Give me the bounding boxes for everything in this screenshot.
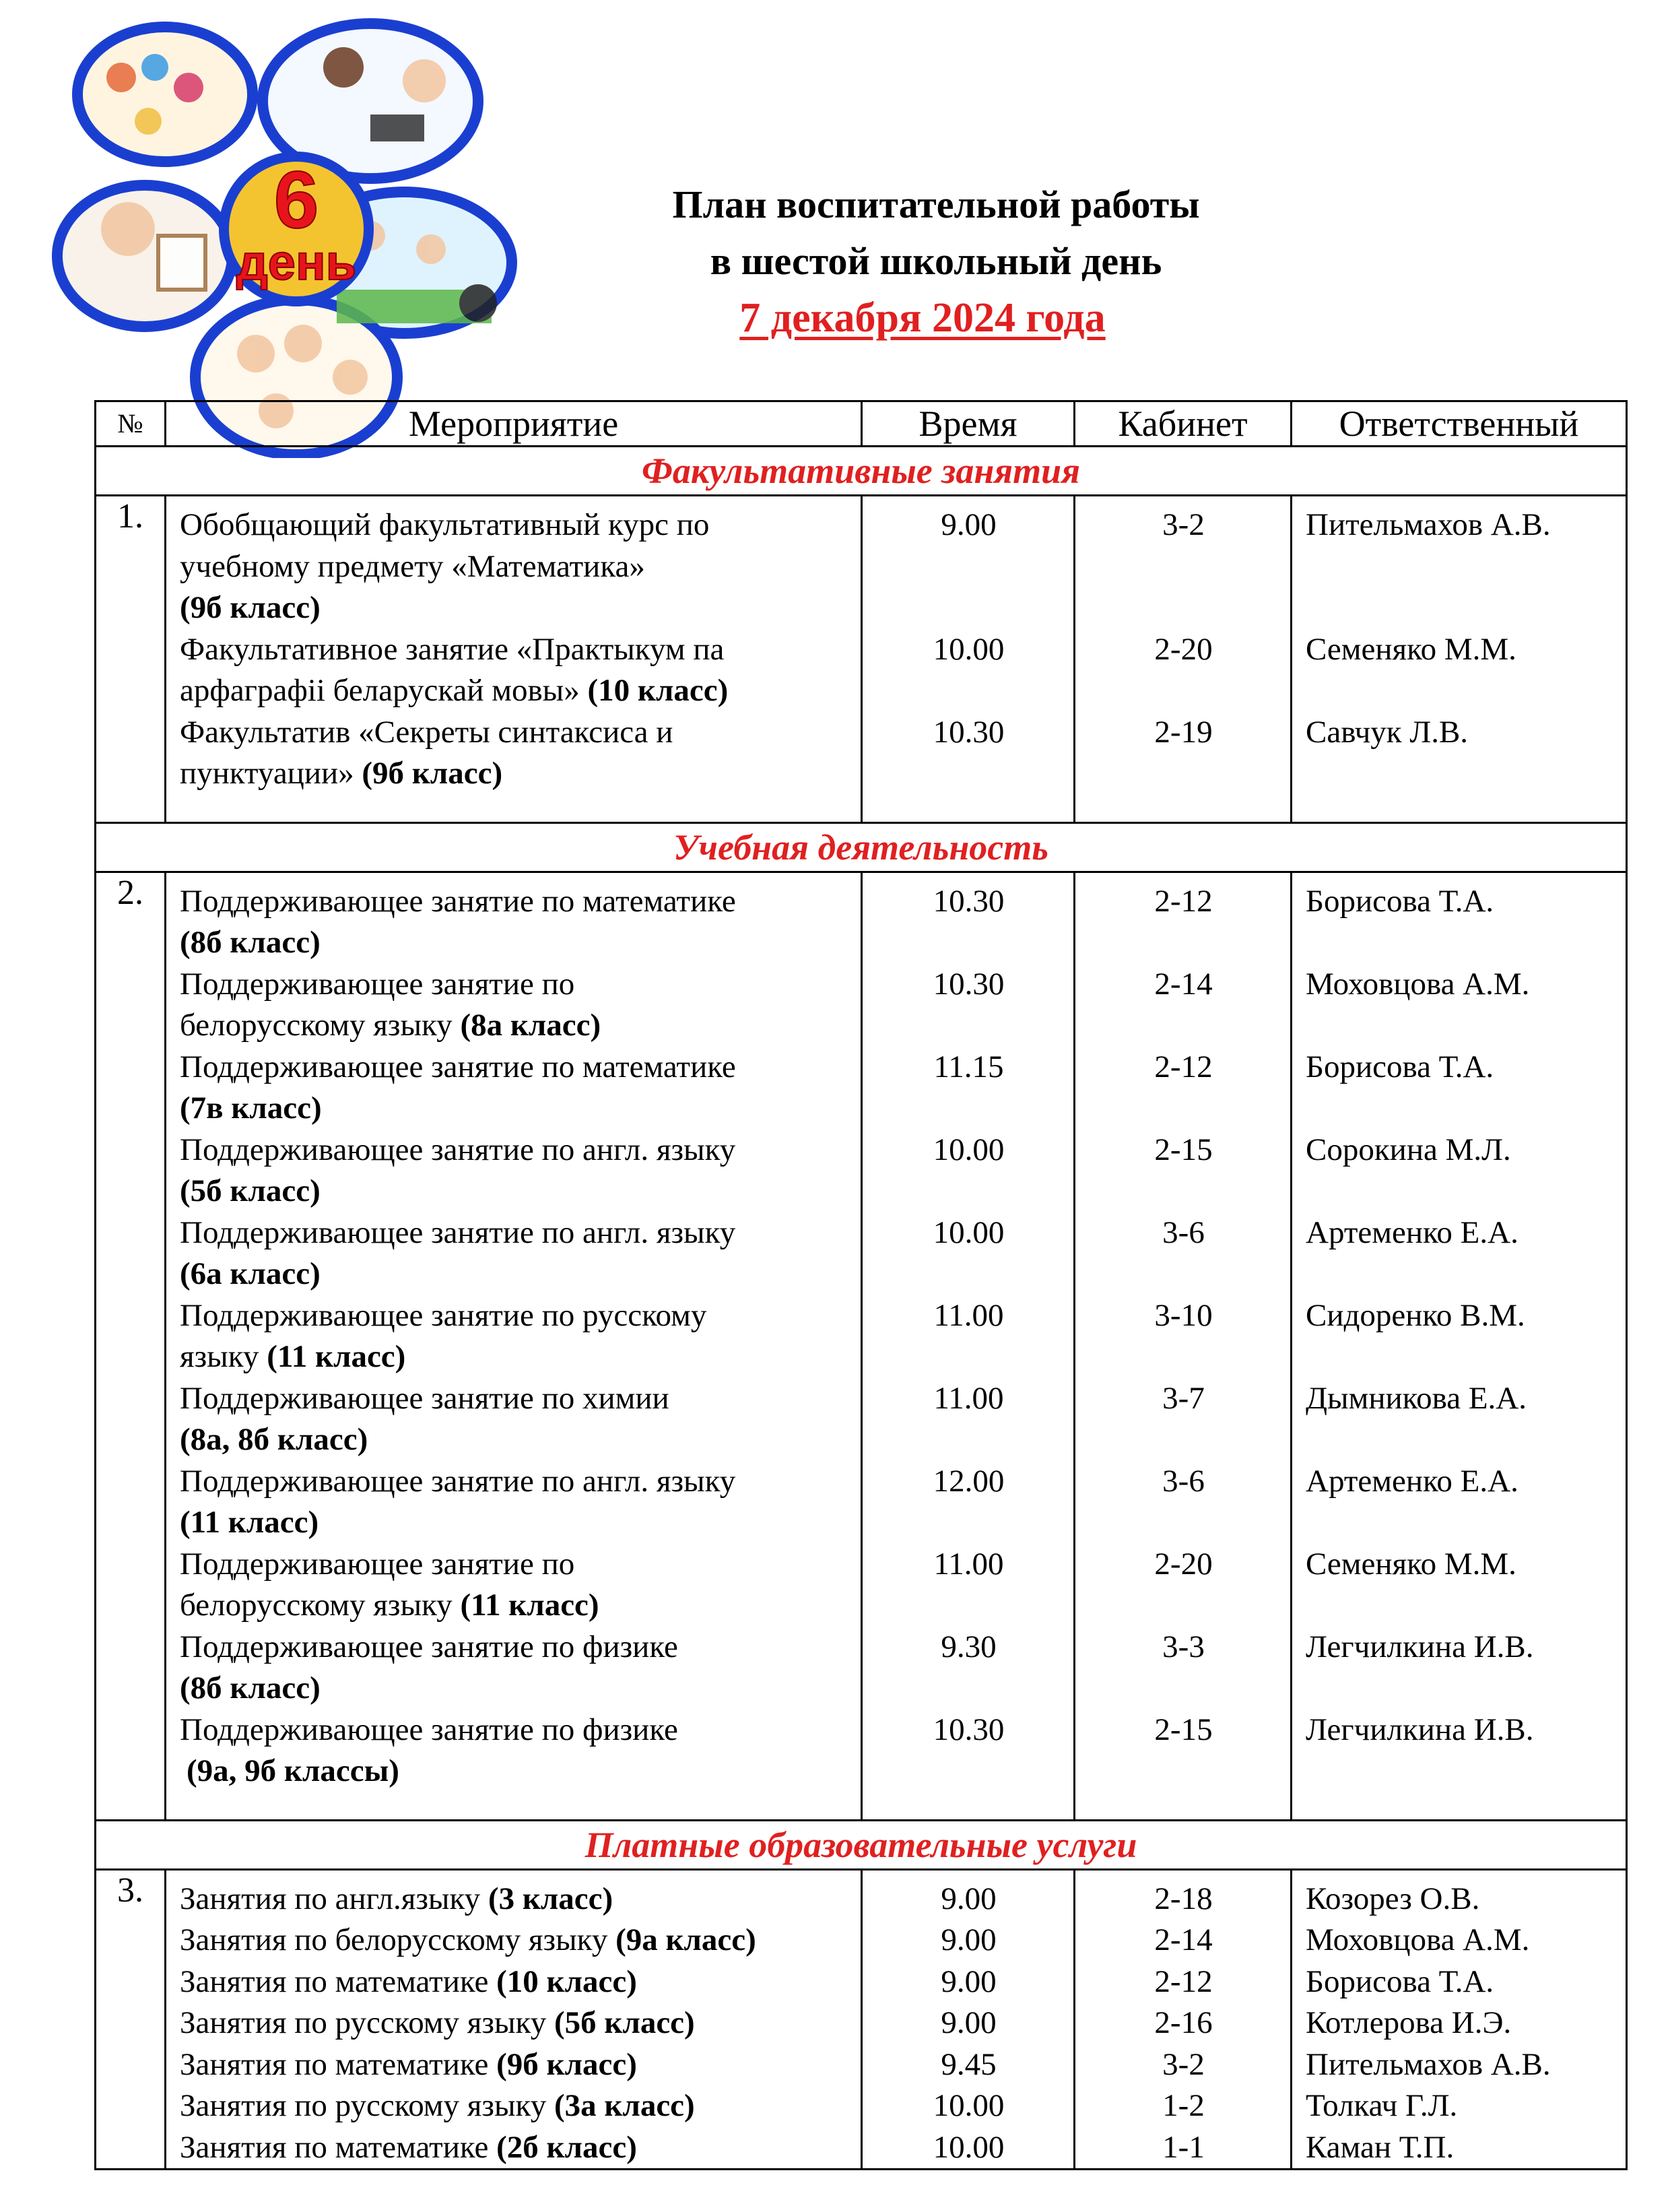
time-value: 11.00 — [933, 1297, 1004, 1333]
header-room: Кабинет — [1075, 401, 1292, 447]
event-class: (11 класс) — [460, 1588, 599, 1623]
event-line — [180, 1879, 848, 1920]
responsible-value: Толкач Г.Л. — [1306, 2088, 1458, 2123]
event-line: Поддерживающее занятие по математике — [180, 1049, 736, 1084]
event-line: Поддерживающее занятие по русскому — [180, 1297, 707, 1333]
event-class: (9а класс) — [615, 1922, 756, 1957]
petal-folk-dance — [77, 27, 253, 162]
event-class: (8а класс) — [460, 1008, 601, 1043]
event-item — [180, 712, 848, 795]
event-item — [180, 1130, 848, 1212]
time-value: 10.00 — [933, 631, 1005, 667]
section-number: 1. — [96, 496, 166, 823]
event-item — [180, 1295, 848, 1378]
event-line: Факультатив «Секреты синтаксиса и — [180, 714, 673, 750]
event-item — [180, 1212, 848, 1295]
room-value: 2-16 — [1154, 2005, 1213, 2040]
event-item — [180, 1544, 848, 1627]
event-class: (9б класс) — [496, 2046, 637, 2082]
responsible-value: Семеняко М.М. — [1306, 631, 1516, 667]
time-value: 10.00 — [933, 1214, 1005, 1250]
event-line: Поддерживающее занятие по — [180, 966, 575, 1002]
event-item — [180, 1378, 848, 1461]
event-class: (5б класс) — [180, 1173, 321, 1208]
room-value: 2-15 — [1154, 1132, 1213, 1167]
event-item — [180, 1461, 848, 1544]
event-class: (8б класс) — [180, 1670, 321, 1705]
room-value: 2-14 — [1154, 1922, 1213, 1957]
section-title: Платные образовательные услуги — [96, 1820, 1627, 1869]
room-value: 2-20 — [1154, 1546, 1213, 1582]
event-class: (10 класс) — [496, 1963, 637, 1999]
event-item — [180, 505, 848, 629]
time-value: 10.30 — [933, 714, 1005, 750]
event-item — [180, 629, 848, 712]
room-value: 3-6 — [1162, 1214, 1205, 1250]
event-class: (9б класс) — [362, 756, 503, 791]
event-class: (9б класс) — [180, 590, 321, 625]
room-cell — [1075, 1869, 1292, 2170]
event-text: Занятия по математике — [180, 1963, 497, 1999]
event-class: (11 класс) — [267, 1339, 406, 1374]
event-class: (11 класс) — [180, 1505, 319, 1540]
event-item — [180, 1961, 848, 2003]
responsible-value: Сидоренко В.М. — [1306, 1297, 1525, 1333]
responsible-value: Артеменко Е.А. — [1306, 1214, 1518, 1250]
event-line: Поддерживающее занятие по математике — [180, 883, 736, 919]
event-cell — [166, 496, 862, 823]
event-line — [180, 2044, 848, 2086]
event-cell — [166, 1869, 862, 2170]
room-value: 2-12 — [1154, 1963, 1213, 1999]
event-line: учебному предмету «Математика» — [180, 548, 645, 584]
responsible-value: Сорокина М.Л. — [1306, 1132, 1511, 1167]
room-value: 2-18 — [1154, 1881, 1213, 1916]
event-item — [180, 2044, 848, 2086]
plan-table — [94, 400, 1628, 2170]
event-text: Занятия по русскому языку — [180, 2088, 554, 2123]
event-line — [180, 1502, 848, 1544]
section-body-row — [96, 1869, 1627, 2170]
event-line: Поддерживающее занятие по физике — [180, 1712, 678, 1747]
event-item — [180, 1710, 848, 1792]
room-value: 3-6 — [1162, 1463, 1205, 1499]
time-value: 9.00 — [941, 1963, 997, 1999]
table-header-row — [96, 401, 1627, 447]
room-value: 1-1 — [1162, 2129, 1205, 2165]
event-line: Обобщающий факультативный курс по — [180, 507, 710, 542]
section-row — [96, 447, 1627, 496]
time-value: 9.00 — [941, 507, 997, 542]
event-line: Поддерживающее занятие по химии — [180, 1380, 669, 1416]
logo-number: 6 — [273, 155, 319, 245]
header-event: Мероприятие — [166, 401, 862, 447]
event-line: Поддерживающее занятие по — [180, 1546, 575, 1582]
time-value: 9.00 — [941, 1881, 997, 1916]
title-line-2: в шестой школьный день — [710, 239, 1162, 283]
responsible-value: Каман Т.П. — [1306, 2129, 1455, 2165]
event-class: (8б класс) — [180, 925, 321, 960]
event-text: Занятия по математике — [180, 2046, 497, 2082]
event-line — [180, 1419, 848, 1461]
event-line: белорусскому языку (11 класс) — [180, 1588, 599, 1623]
responsible-value: Пительмахов А.В. — [1306, 507, 1551, 542]
event-line — [180, 1920, 848, 1961]
logo-word: день — [236, 234, 357, 290]
event-class: (6а класс) — [180, 1256, 321, 1291]
event-line: пунктуации» (9б класс) — [180, 756, 503, 791]
section-row — [96, 1820, 1627, 1869]
room-value: 2-12 — [1154, 1049, 1213, 1084]
room-value: 3-3 — [1162, 1629, 1205, 1664]
event-item — [180, 1627, 848, 1710]
time-value: 10.30 — [933, 1712, 1005, 1747]
room-cell — [1075, 496, 1292, 823]
event-line: Поддерживающее занятие по англ. языку — [180, 1463, 736, 1499]
responsible-cell — [1292, 872, 1627, 1820]
event-class: (2б класс) — [496, 2129, 637, 2165]
event-line: арфаграфіі беларускай мовы» (10 класс) — [180, 673, 729, 708]
room-value: 2-14 — [1154, 966, 1213, 1002]
section-body-row — [96, 872, 1627, 1820]
event-line — [180, 2003, 848, 2044]
document-title — [485, 176, 1387, 347]
room-value: 3-7 — [1162, 1380, 1205, 1416]
title-date: 7 декабря 2024 года — [739, 295, 1106, 341]
event-item — [180, 964, 848, 1047]
responsible-value: Моховцова А.М. — [1306, 966, 1530, 1002]
event-item — [180, 1879, 848, 1920]
header-time: Время — [862, 401, 1075, 447]
responsible-value: Борисова Т.А. — [1306, 1049, 1494, 1084]
header-num: № — [96, 401, 166, 447]
room-value: 3-2 — [1162, 2046, 1205, 2082]
event-line — [180, 1668, 848, 1710]
event-cell — [166, 872, 862, 1820]
time-value: 10.30 — [933, 883, 1005, 919]
event-class: (3 класс) — [488, 1881, 613, 1916]
section-number: 3. — [96, 1869, 166, 2170]
time-value: 9.00 — [941, 1922, 997, 1957]
section-title: Учебная деятельность — [96, 822, 1627, 872]
event-line — [180, 1171, 848, 1212]
event-text: Занятия по белорусскому языку — [180, 1922, 616, 1957]
event-item — [180, 2127, 848, 2169]
event-line — [180, 1254, 848, 1295]
event-line: Поддерживающее занятие по физике — [180, 1629, 678, 1664]
responsible-value: Котлерова И.Э. — [1306, 2005, 1512, 2040]
responsible-value: Дымникова Е.А. — [1306, 1380, 1527, 1416]
event-item — [180, 1920, 848, 1961]
responsible-cell — [1292, 1869, 1627, 2170]
event-line — [180, 1961, 848, 2003]
responsible-value: Легчилкина И.В. — [1306, 1712, 1534, 1747]
responsible-value: Легчилкина И.В. — [1306, 1629, 1534, 1664]
room-value: 2-19 — [1154, 714, 1213, 750]
time-value: 10.00 — [933, 1132, 1005, 1167]
room-value: 3-10 — [1154, 1297, 1213, 1333]
room-value: 2-20 — [1154, 631, 1213, 667]
responsible-value: Козорез О.В. — [1306, 1881, 1480, 1916]
responsible-value: Семеняко М.М. — [1306, 1546, 1516, 1582]
time-cell — [862, 1869, 1075, 2170]
room-value: 2-15 — [1154, 1712, 1213, 1747]
event-line — [180, 1088, 848, 1130]
time-cell — [862, 496, 1075, 823]
section-row — [96, 822, 1627, 872]
section-body-row — [96, 496, 1627, 823]
time-value: 11.00 — [933, 1380, 1004, 1416]
event-line: белорусскому языку (8а класс) — [180, 1008, 601, 1043]
section-title: Факультативные занятия — [96, 447, 1627, 496]
title-line-1: План воспитательной работы — [672, 183, 1200, 226]
event-class: (10 класс) — [587, 673, 729, 708]
responsible-value: Моховцова А.М. — [1306, 1922, 1530, 1957]
event-line: Поддерживающее занятие по англ. языку — [180, 1132, 736, 1167]
room-value: 2-12 — [1154, 883, 1213, 919]
event-text: Занятия по русскому языку — [180, 2005, 554, 2040]
time-value: 9.00 — [941, 2005, 997, 2040]
time-value: 12.00 — [933, 1463, 1005, 1499]
event-text: Занятия по англ.языку — [180, 1881, 488, 1916]
event-line — [180, 1751, 848, 1792]
responsible-value: Борисова Т.А. — [1306, 883, 1494, 919]
responsible-value: Борисова Т.А. — [1306, 1963, 1494, 1999]
responsible-value: Пительмахов А.В. — [1306, 2046, 1551, 2082]
event-class: (7в класс) — [180, 1091, 322, 1126]
room-value: 3-2 — [1162, 507, 1205, 542]
event-class: (3а класс) — [554, 2088, 695, 2123]
event-item — [180, 2003, 848, 2044]
responsible-value: Савчук Л.В. — [1306, 714, 1469, 750]
responsible-value: Артеменко Е.А. — [1306, 1463, 1518, 1499]
event-text: Занятия по математике — [180, 2129, 497, 2165]
event-class: (5б класс) — [554, 2005, 695, 2040]
time-value: 10.00 — [933, 2088, 1005, 2123]
event-line — [180, 922, 848, 964]
event-line — [180, 2085, 848, 2127]
time-value: 11.00 — [933, 1546, 1004, 1582]
six-day-flower-logo — [47, 13, 532, 458]
time-value: 9.45 — [941, 2046, 997, 2082]
time-value: 9.30 — [941, 1629, 997, 1664]
event-class: (9а, 9б классы) — [187, 1753, 399, 1788]
time-value: 11.15 — [933, 1049, 1004, 1084]
event-item — [180, 881, 848, 964]
event-line — [180, 2127, 848, 2169]
room-value: 1-2 — [1162, 2088, 1205, 2123]
header-responsible: Ответственный — [1292, 401, 1627, 447]
event-item — [180, 1047, 848, 1130]
event-line — [180, 587, 848, 629]
time-cell — [862, 872, 1075, 1820]
section-number: 2. — [96, 872, 166, 1820]
time-value: 10.00 — [933, 2129, 1005, 2165]
event-item — [180, 2085, 848, 2127]
time-value: 10.30 — [933, 966, 1005, 1002]
event-line: Поддерживающее занятие по англ. языку — [180, 1214, 736, 1250]
room-cell — [1075, 872, 1292, 1820]
event-line: языку (11 класс) — [180, 1339, 406, 1374]
event-class: (8а, 8б класс) — [180, 1422, 368, 1457]
responsible-cell — [1292, 496, 1627, 823]
event-line: Факультативное занятие «Практыкум па — [180, 631, 725, 667]
